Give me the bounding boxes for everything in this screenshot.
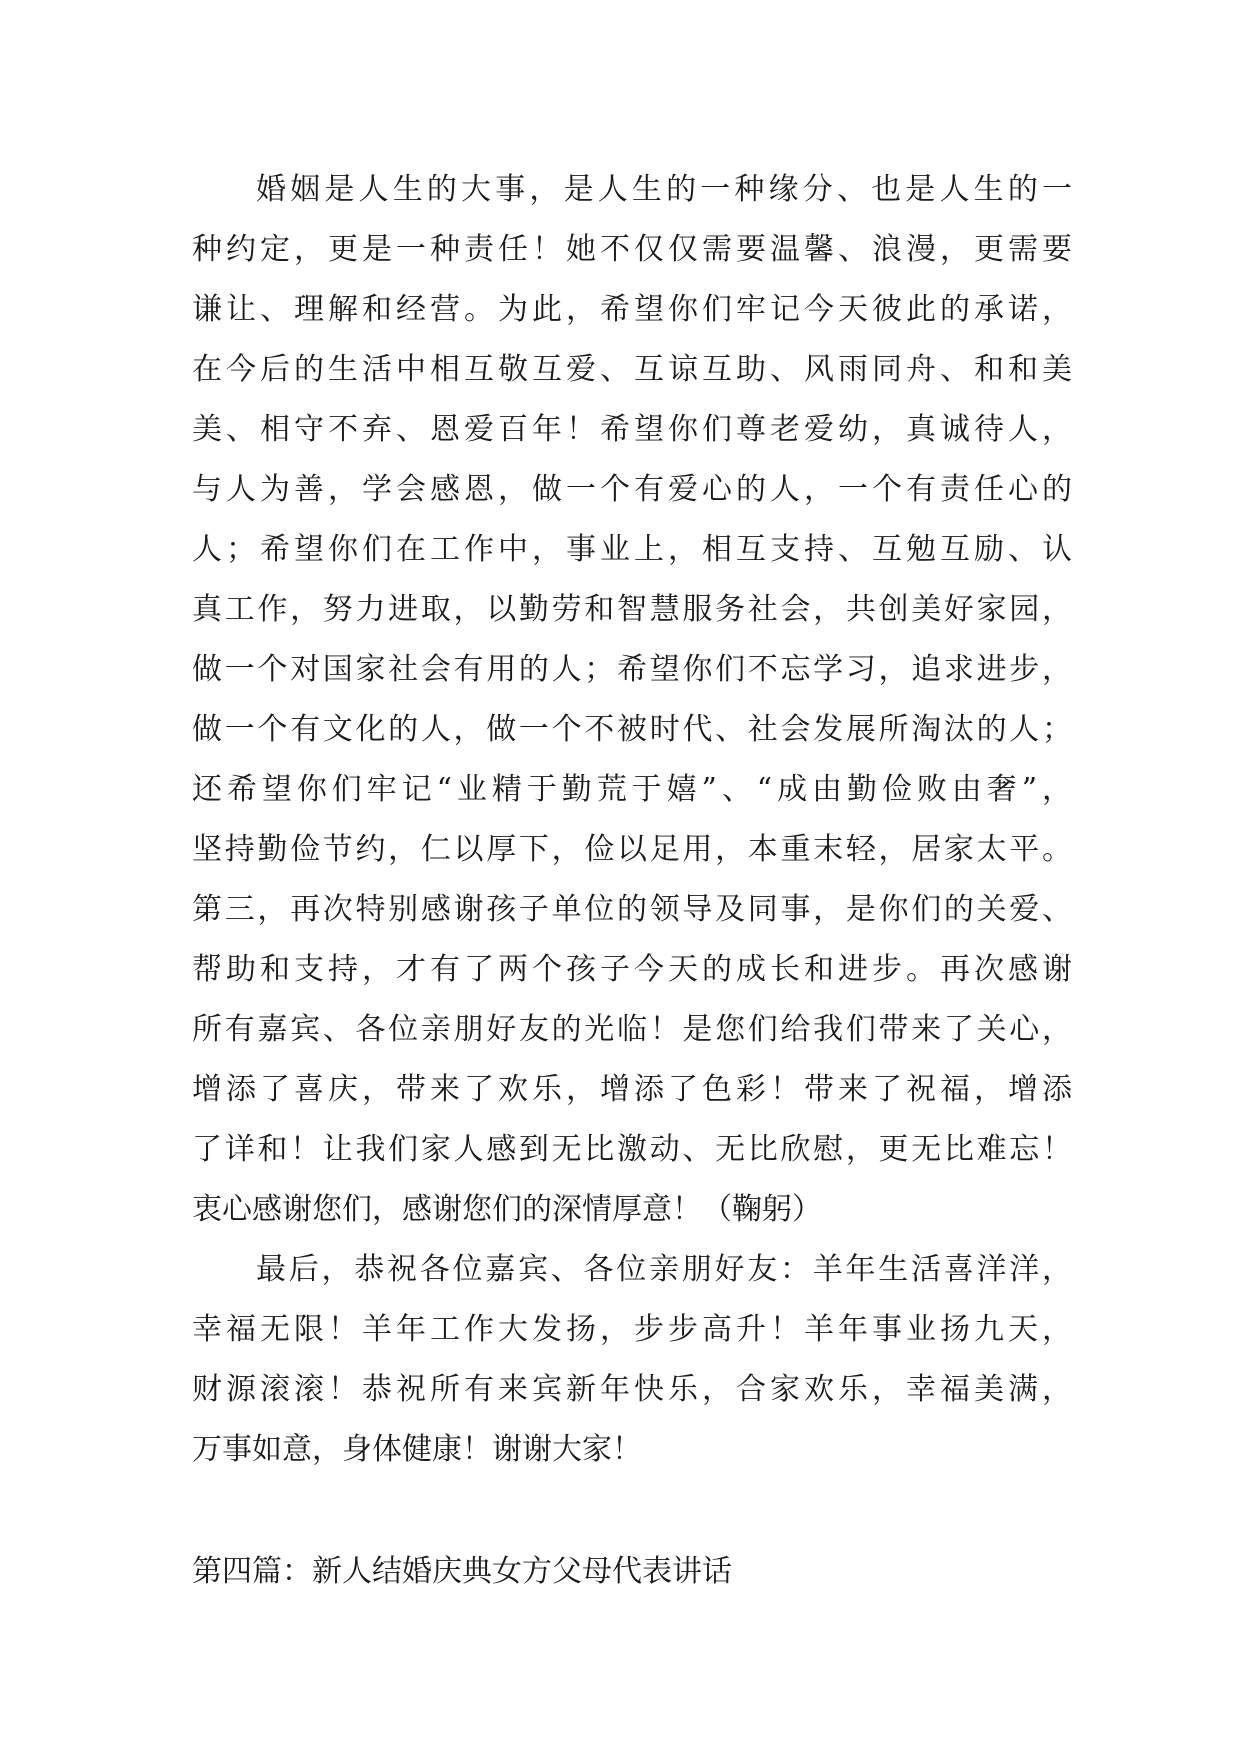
text-line: 增添了喜庆，带来了欢乐，增添了色彩！带来了祝福，增添 — [192, 1072, 1072, 1107]
text-line: 还希望你们牢记“业精于勤荒于嬉”、“成由勤俭败由奢”， — [192, 772, 1072, 807]
text-line: 坚持勤俭节约，仁以厚下，俭以足用，本重末轻，居家太平。 — [192, 832, 1072, 867]
text-line: 婚姻是人生的大事，是人生的一种缘分、也是人生的一 — [256, 172, 1072, 207]
text-line: 财源滚滚！恭祝所有来宾新年快乐，合家欢乐，幸福美满， — [192, 1372, 1072, 1407]
section-heading: 第四篇：新人结婚庆典女方父母代表讲话 — [192, 1554, 732, 1589]
paragraph-spacer — [192, 1480, 1072, 1542]
text-line: 衷心感谢您们，感谢您们的深情厚意！（鞠躬） — [192, 1192, 822, 1227]
text-line: 做一个对国家社会有用的人；希望你们不忘学习，追求进步， — [192, 652, 1072, 687]
document-body — [192, 160, 1072, 1602]
text-line: 了详和！让我们家人感到无比激动、无比欣慰，更无比难忘！ — [192, 1132, 1072, 1167]
text-line: 做一个有文化的人，做一个不被时代、社会发展所淘汰的人； — [192, 712, 1072, 747]
text-line: 幸福无限！羊年工作大发扬，步步高升！羊年事业扬九天， — [192, 1312, 1072, 1347]
text-line: 第三，再次特别感谢孩子单位的领导及同事，是你们的关爱、 — [192, 892, 1072, 927]
text-line: 帮助和支持，才有了两个孩子今天的成长和进步。再次感谢 — [192, 952, 1072, 987]
text-line: 谦让、理解和经营。为此，希望你们牢记今天彼此的承诺， — [192, 292, 1072, 327]
text-line: 与人为善，学会感恩，做一个有爱心的人，一个有责任心的 — [192, 472, 1072, 507]
text-line: 人；希望你们在工作中，事业上，相互支持、互勉互励、认 — [192, 532, 1072, 567]
text-line: 最后，恭祝各位嘉宾、各位亲朋好友：羊年生活喜洋洋， — [256, 1252, 1072, 1287]
text-line: 万事如意，身体健康！谢谢大家！ — [192, 1432, 642, 1467]
text-line: 真工作，努力进取，以勤劳和智慧服务社会，共创美好家园， — [192, 592, 1072, 627]
text-line: 所有嘉宾、各位亲朋好友的光临！是您们给我们带来了关心， — [192, 1012, 1072, 1047]
text-line: 种约定，更是一种责任！她不仅仅需要温馨、浪漫，更需要 — [192, 232, 1072, 267]
text-line: 在今后的生活中相互敬互爱、互谅互助、风雨同舟、和和美 — [192, 352, 1072, 387]
paragraph-closing — [192, 1240, 1072, 1480]
text-line: 美、相守不弃、恩爱百年！希望你们尊老爱幼，真诚待人， — [192, 412, 1072, 447]
paragraph-speech — [192, 160, 1072, 1240]
